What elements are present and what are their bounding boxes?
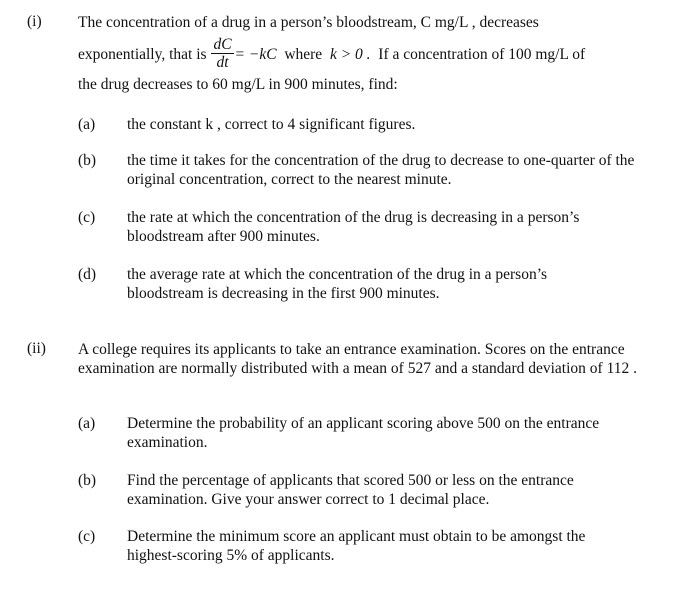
part-text: Find the percentage of applicants that scored 500 or less on the entrance examination. Give your answer correct to 1 decimal place. — [127, 472, 574, 508]
part-text: the average rate at which the concentration of the drug in a person’s bloodstream is decreasing in the first 900 minutes. — [127, 266, 548, 302]
part-label: (c) — [78, 528, 96, 545]
part-text: the rate at which the concentration of the drug is decreasing in a person’s bloodstream after 900 minutes. — [127, 209, 580, 245]
question-1-intro-line-3: the drug decreases to 60 mg/L in 900 minutes, find: — [78, 76, 398, 93]
question-2-intro: A college requires its applicants to take an entrance examination. Scores on the entrance examination are normally distributed with a mean of 527 and a standard deviation of 112 . — [78, 341, 637, 377]
where-word: where — [284, 46, 323, 63]
part-label: (b) — [78, 152, 97, 169]
part-text: the constant k , correct to 4 significant figures. — [127, 116, 416, 133]
part-label: (a) — [78, 116, 96, 133]
part-text: Determine the probability of an applicant scoring above 500 on the entrance examination. — [127, 415, 600, 451]
fraction-numerator: dC — [213, 35, 232, 53]
fraction-denominator: dt — [216, 53, 229, 71]
question-2-number: (ii) — [27, 340, 46, 357]
derivative-fraction — [211, 36, 233, 71]
part-text: the time it takes for the concentration of the drug to decrease to one-quarter of the original concentration, correct to the nearest minute. — [127, 152, 635, 188]
question-1-intro-line-1: The concentration of a drug in a person’s bloodstream, C mg/L , decreases — [78, 14, 539, 31]
equation-rhs: = −kC — [234, 46, 277, 63]
question-1-intro-line-2 — [78, 37, 585, 73]
condition-text: k > 0 . — [329, 46, 371, 63]
intro-line-2-post: If a concentration of 100 mg/L of — [378, 46, 586, 63]
part-label: (d) — [78, 266, 97, 283]
part-label: (b) — [78, 472, 97, 489]
part-label: (a) — [78, 415, 96, 432]
part-label: (c) — [78, 209, 96, 226]
intro-line-2-pre: exponentially, that is — [78, 46, 207, 63]
question-1-number: (i) — [27, 13, 42, 30]
part-text: Determine the minimum score an applicant must obtain to be amongst the highest-scoring 5% of applicants. — [127, 528, 586, 564]
